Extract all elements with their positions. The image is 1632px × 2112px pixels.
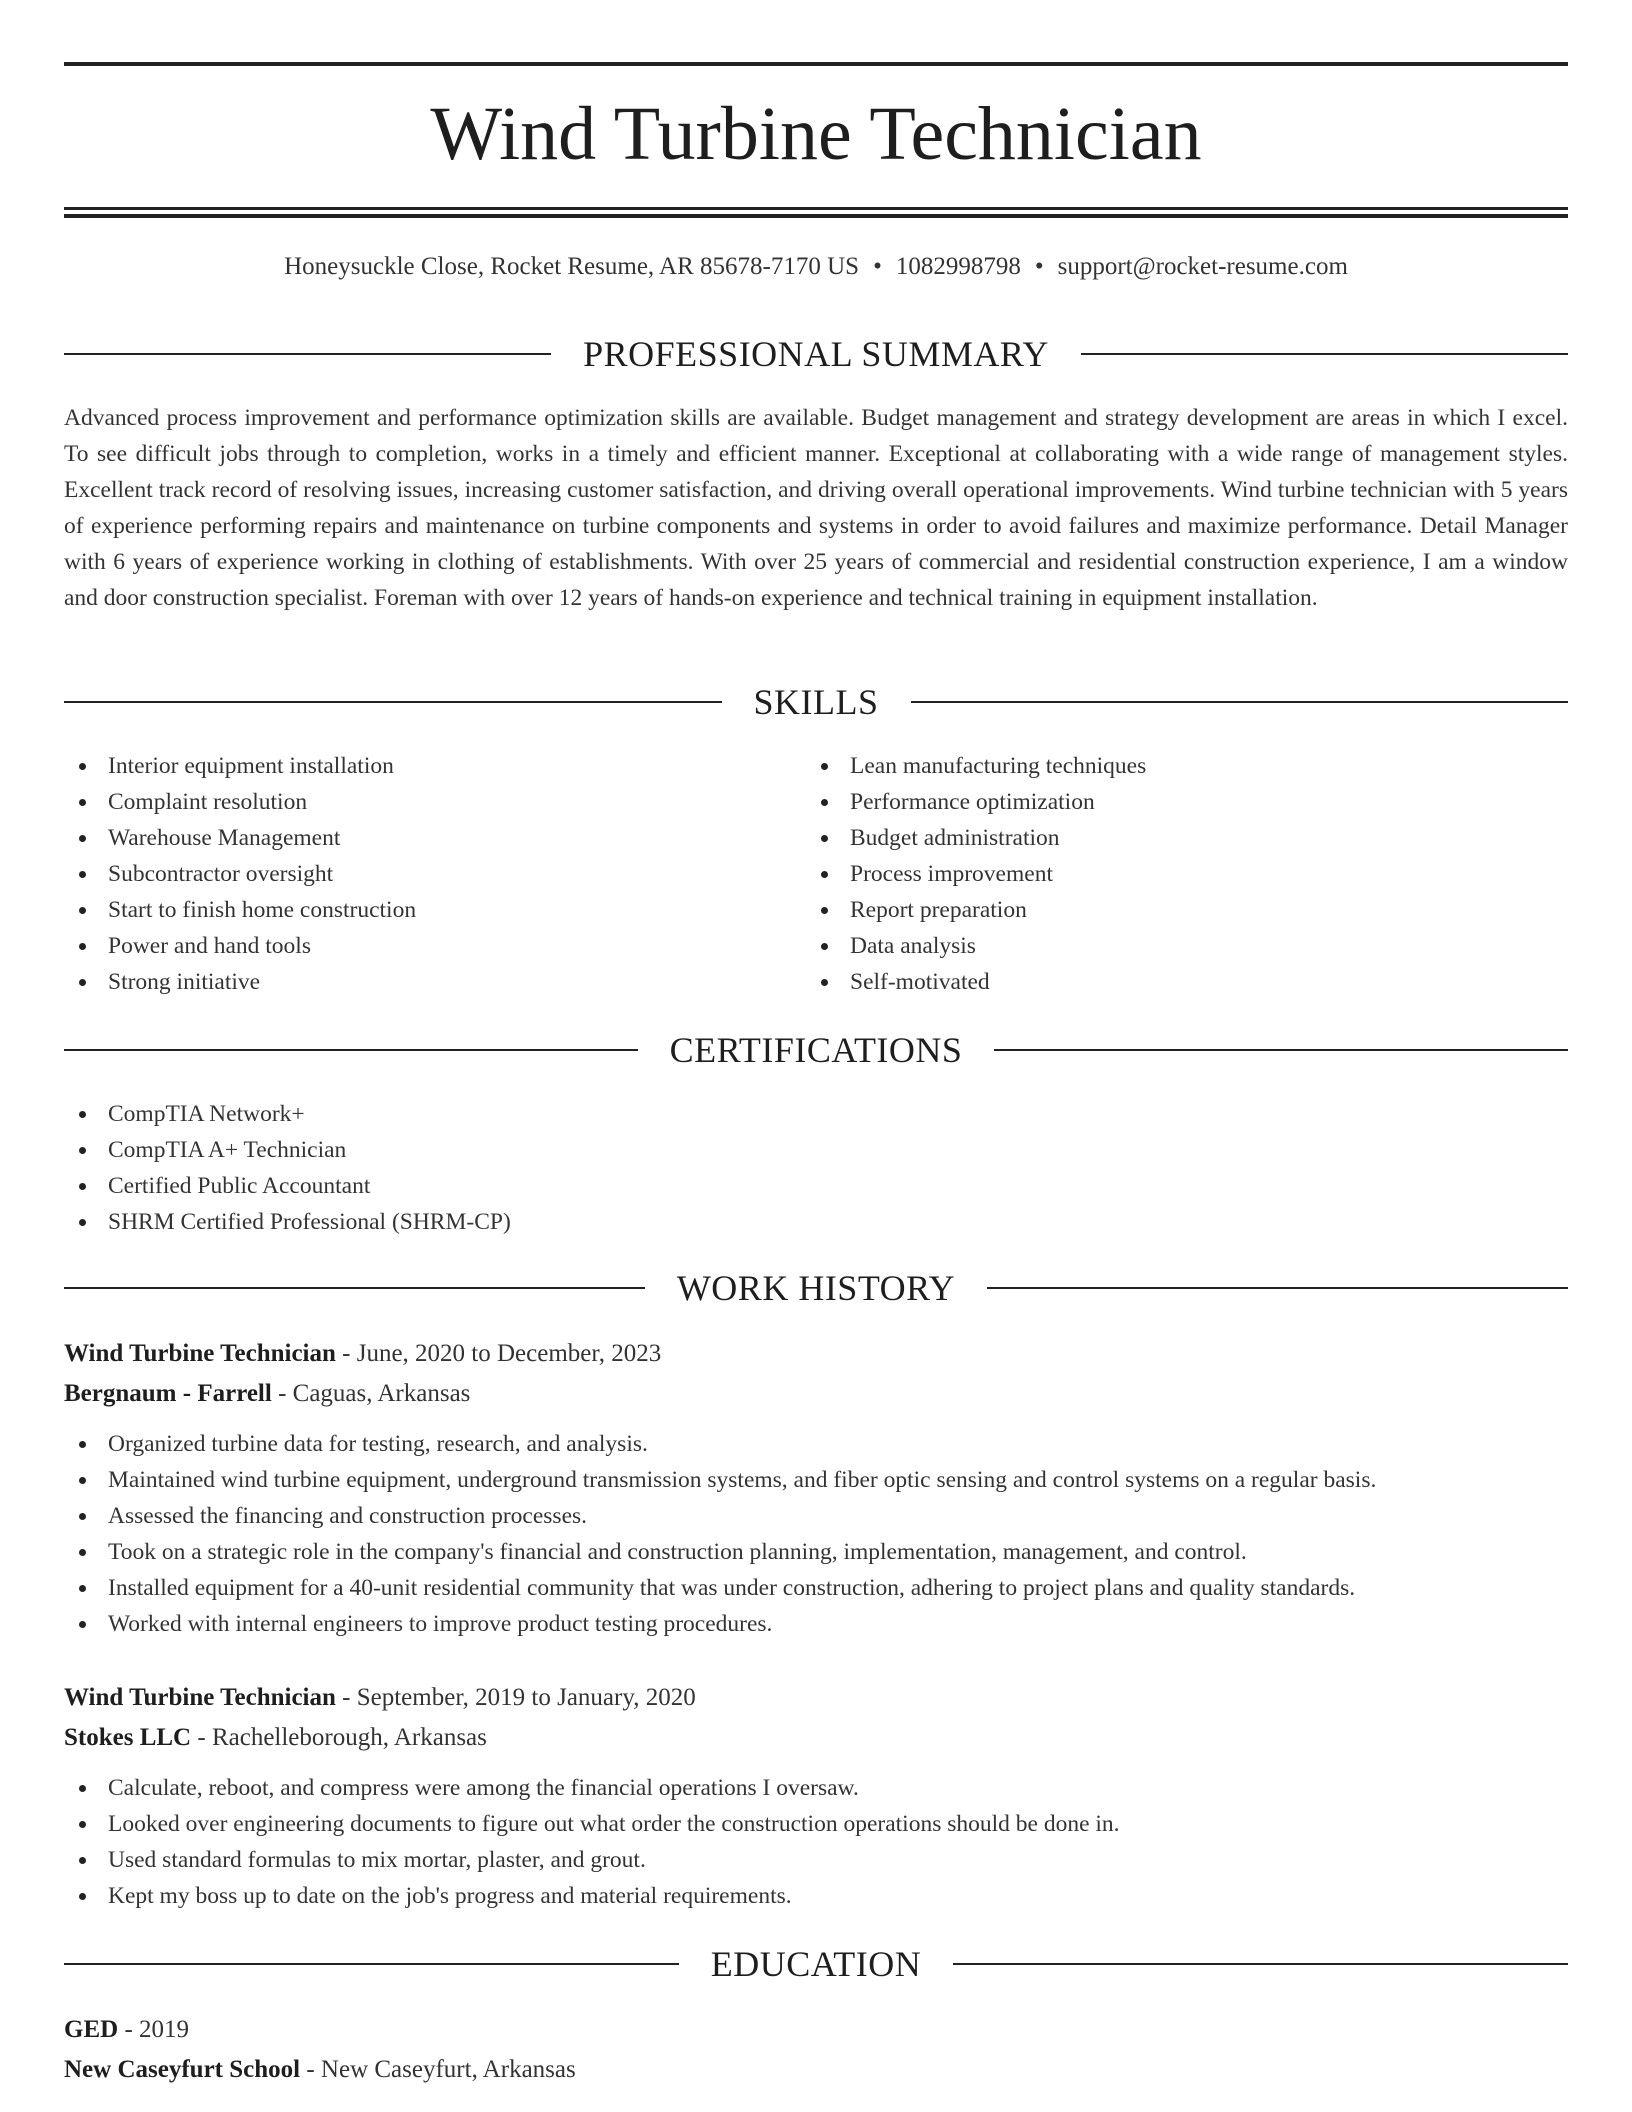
contact-separator: • [1034,253,1044,280]
resume-header [64,62,1568,66]
heading-rule [64,701,722,703]
education-entry [64,2010,1568,2090]
job-company-line [64,1374,1568,1414]
education-school-line [64,2050,1568,2090]
list-item: Took on a strategic role in the company's financial and construction planning, implementation, management, and control. [64,1534,1568,1570]
job-entry [64,1334,1568,1414]
certifications-list [64,1096,1568,1240]
skills-column-right [806,748,1548,1000]
education-degree-line [64,2010,1568,2050]
job-title: Wind Turbine Technician [64,1684,336,1711]
heading-rule [64,1049,638,1051]
list-item: Process improvement [806,856,1548,892]
list-item: Kept my boss up to date on the job's progress and material requirements. [64,1878,1568,1914]
list-item: Looked over engineering documents to figure out what order the construction operations should be done in. [64,1806,1568,1842]
section-title: CERTIFICATIONS [669,1030,963,1070]
education-location: - New Caseyfurt, Arkansas [300,2056,576,2083]
job-bullets [64,1426,1568,1642]
contact-phone: 1082998798 [895,253,1021,280]
list-item: CompTIA A+ Technician [64,1132,1568,1168]
work-history-heading [64,1270,1568,1306]
heading-rule [1081,353,1568,355]
list-item: SHRM Certified Professional (SHRM-CP) [64,1204,1568,1240]
job-company: Bergnaum - Farrell [64,1380,272,1407]
job-dates: - September, 2019 to January, 2020 [335,1684,696,1711]
job-company-line [64,1718,1568,1758]
list-item: Organized turbine data for testing, research, and analysis. [64,1426,1568,1462]
list-item: Data analysis [806,928,1548,964]
contact-separator: • [873,253,882,280]
job-dates: - June, 2020 to December, 2023 [335,1340,662,1367]
job-location: - Rachelleborough, Arkansas [191,1724,487,1751]
list-item: Interior equipment installation [64,748,806,784]
title-rule-lower [64,214,1568,218]
heading-rule [64,1287,645,1289]
list-item: Strong initiative [64,964,806,1000]
list-item: Used standard formulas to mix mortar, plaster, and grout. [64,1842,1568,1878]
list-item: Self-motivated [806,964,1548,1000]
education-degree: GED [64,2016,119,2043]
list-item: Certified Public Accountant [64,1168,1568,1204]
job-location: - Caguas, Arkansas [271,1380,471,1407]
list-item: Subcontractor oversight [64,856,806,892]
skills-list [64,748,1568,1000]
job-title-line [64,1678,1568,1718]
education-school: New Caseyfurt School [64,2056,301,2083]
heading-rule [911,701,1569,703]
list-item: Worked with internal engineers to improve product testing procedures. [64,1606,1568,1642]
section-title: WORK HISTORY [676,1268,956,1308]
title-rule-upper [64,207,1568,210]
contact-email: support@rocket-resume.com [1057,253,1348,280]
education-year: - 2019 [118,2016,190,2043]
heading-rule [994,1049,1568,1051]
list-item: Warehouse Management [64,820,806,856]
list-item: Assessed the financing and construction processes. [64,1498,1568,1534]
job-bullets [64,1770,1568,1914]
list-item: Budget administration [806,820,1548,856]
top-rule [64,62,1568,66]
heading-rule [987,1287,1568,1289]
job-entry [64,1678,1568,1758]
section-title: PROFESSIONAL SUMMARY [583,334,1049,374]
job-title-line [64,1334,1568,1374]
heading-rule [64,1963,679,1965]
list-item: Installed equipment for a 40-unit residential community that was under construction, adhering to project plans and quality standards. [64,1570,1568,1606]
summary-text: Advanced process improvement and performance optimization skills are available. Budget management and strategy development are areas in which I excel. To see difficult jobs through to completion, works in a timely and efficient manner. Exceptional at collaborating with a wide range of management styles. Excellent track record of resolving issues, increasing customer satisfaction, and driving overall operational improvements. Wind turbine technician with 5 years of experience performing repairs and maintenance on turbine components and systems in order to avoid failures and maximize performance. Detail Manager with 6 years of experience working in clothing of establishments. With over 25 years of commercial and residential construction experience, I am a window and door construction specialist. Foreman with over 12 years of hands-on experience and technical training in equipment installation. [64,405,1568,611]
education-heading [64,1946,1568,1982]
list-item: Lean manufacturing techniques [806,748,1548,784]
list-item: Complaint resolution [64,784,806,820]
section-title: EDUCATION [710,1944,922,1984]
contact-address: Honeysuckle Close, Rocket Resume, AR 85678-7170 US [284,253,860,280]
skills-column-left [64,748,806,1000]
contact-line [64,253,1568,281]
skills-heading [64,684,1568,720]
list-item: Power and hand tools [64,928,806,964]
list-item: Start to finish home construction [64,892,806,928]
list-item: Performance optimization [806,784,1548,820]
job-company: Stokes LLC [64,1724,192,1751]
certifications-heading [64,1032,1568,1068]
heading-rule [64,353,551,355]
list-item: Calculate, reboot, and compress were among the financial operations I oversaw. [64,1770,1568,1806]
section-title: SKILLS [753,682,879,722]
job-title: Wind Turbine Technician [64,1340,336,1367]
list-item: CompTIA Network+ [64,1096,1568,1132]
list-item: Report preparation [806,892,1548,928]
list-item: Maintained wind turbine equipment, underground transmission systems, and fiber optic sensing and control systems on a regular basis. [64,1462,1568,1498]
heading-rule [953,1963,1568,1965]
summary-heading [64,336,1568,372]
page-title: Wind Turbine Technician [430,92,1202,176]
